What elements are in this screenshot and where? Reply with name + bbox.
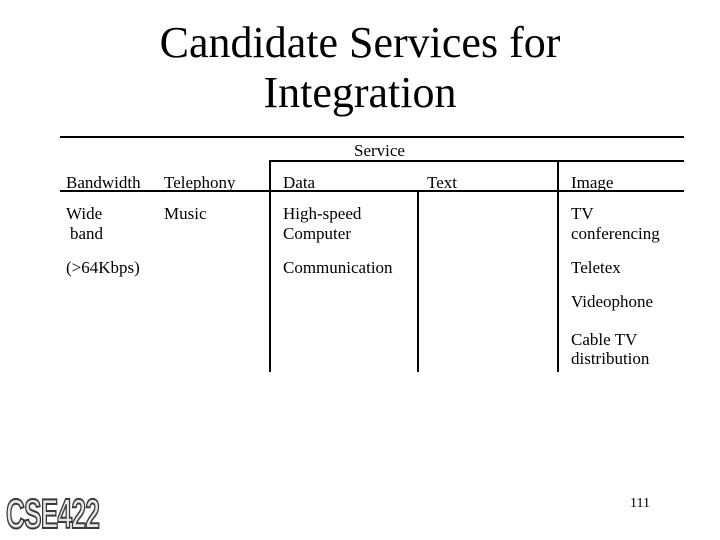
image-item: TV xyxy=(571,204,594,223)
image-item: Teletex xyxy=(571,258,621,277)
column-header-image: Image xyxy=(571,173,614,192)
service-header-rule xyxy=(270,160,684,162)
service-group-header: Service xyxy=(354,141,405,160)
data-item: High-speed xyxy=(283,204,362,223)
column-header-rule xyxy=(60,190,684,192)
column-divider-data-left xyxy=(269,160,271,372)
column-header-text: Text xyxy=(427,173,457,192)
column-divider-image-left xyxy=(557,160,559,372)
page-number: 111 xyxy=(630,496,650,511)
column-header-telephony: Telephony xyxy=(164,173,236,192)
telephony-item: Music xyxy=(164,204,207,223)
image-item: distribution xyxy=(571,349,650,368)
image-item: conferencing xyxy=(571,224,660,243)
data-item: Communication xyxy=(283,258,393,277)
column-header-data: Data xyxy=(283,173,316,192)
column-header-bandwidth: Bandwidth xyxy=(66,173,141,192)
data-item: Computer xyxy=(283,224,351,243)
title-line-2: Integration xyxy=(263,68,457,117)
image-item: Cable TV xyxy=(571,330,638,349)
slide-title xyxy=(0,18,720,118)
table-top-rule xyxy=(60,136,684,138)
course-logo: CSE422 xyxy=(6,490,100,537)
row-label-wide: Wide xyxy=(66,204,103,223)
image-item: Videophone xyxy=(571,292,654,311)
title-line-1: Candidate Services for xyxy=(159,18,561,67)
row-label-band: band xyxy=(70,224,104,243)
row-label-rate: (>64Kbps) xyxy=(66,258,140,277)
column-divider-text-left xyxy=(417,190,419,372)
